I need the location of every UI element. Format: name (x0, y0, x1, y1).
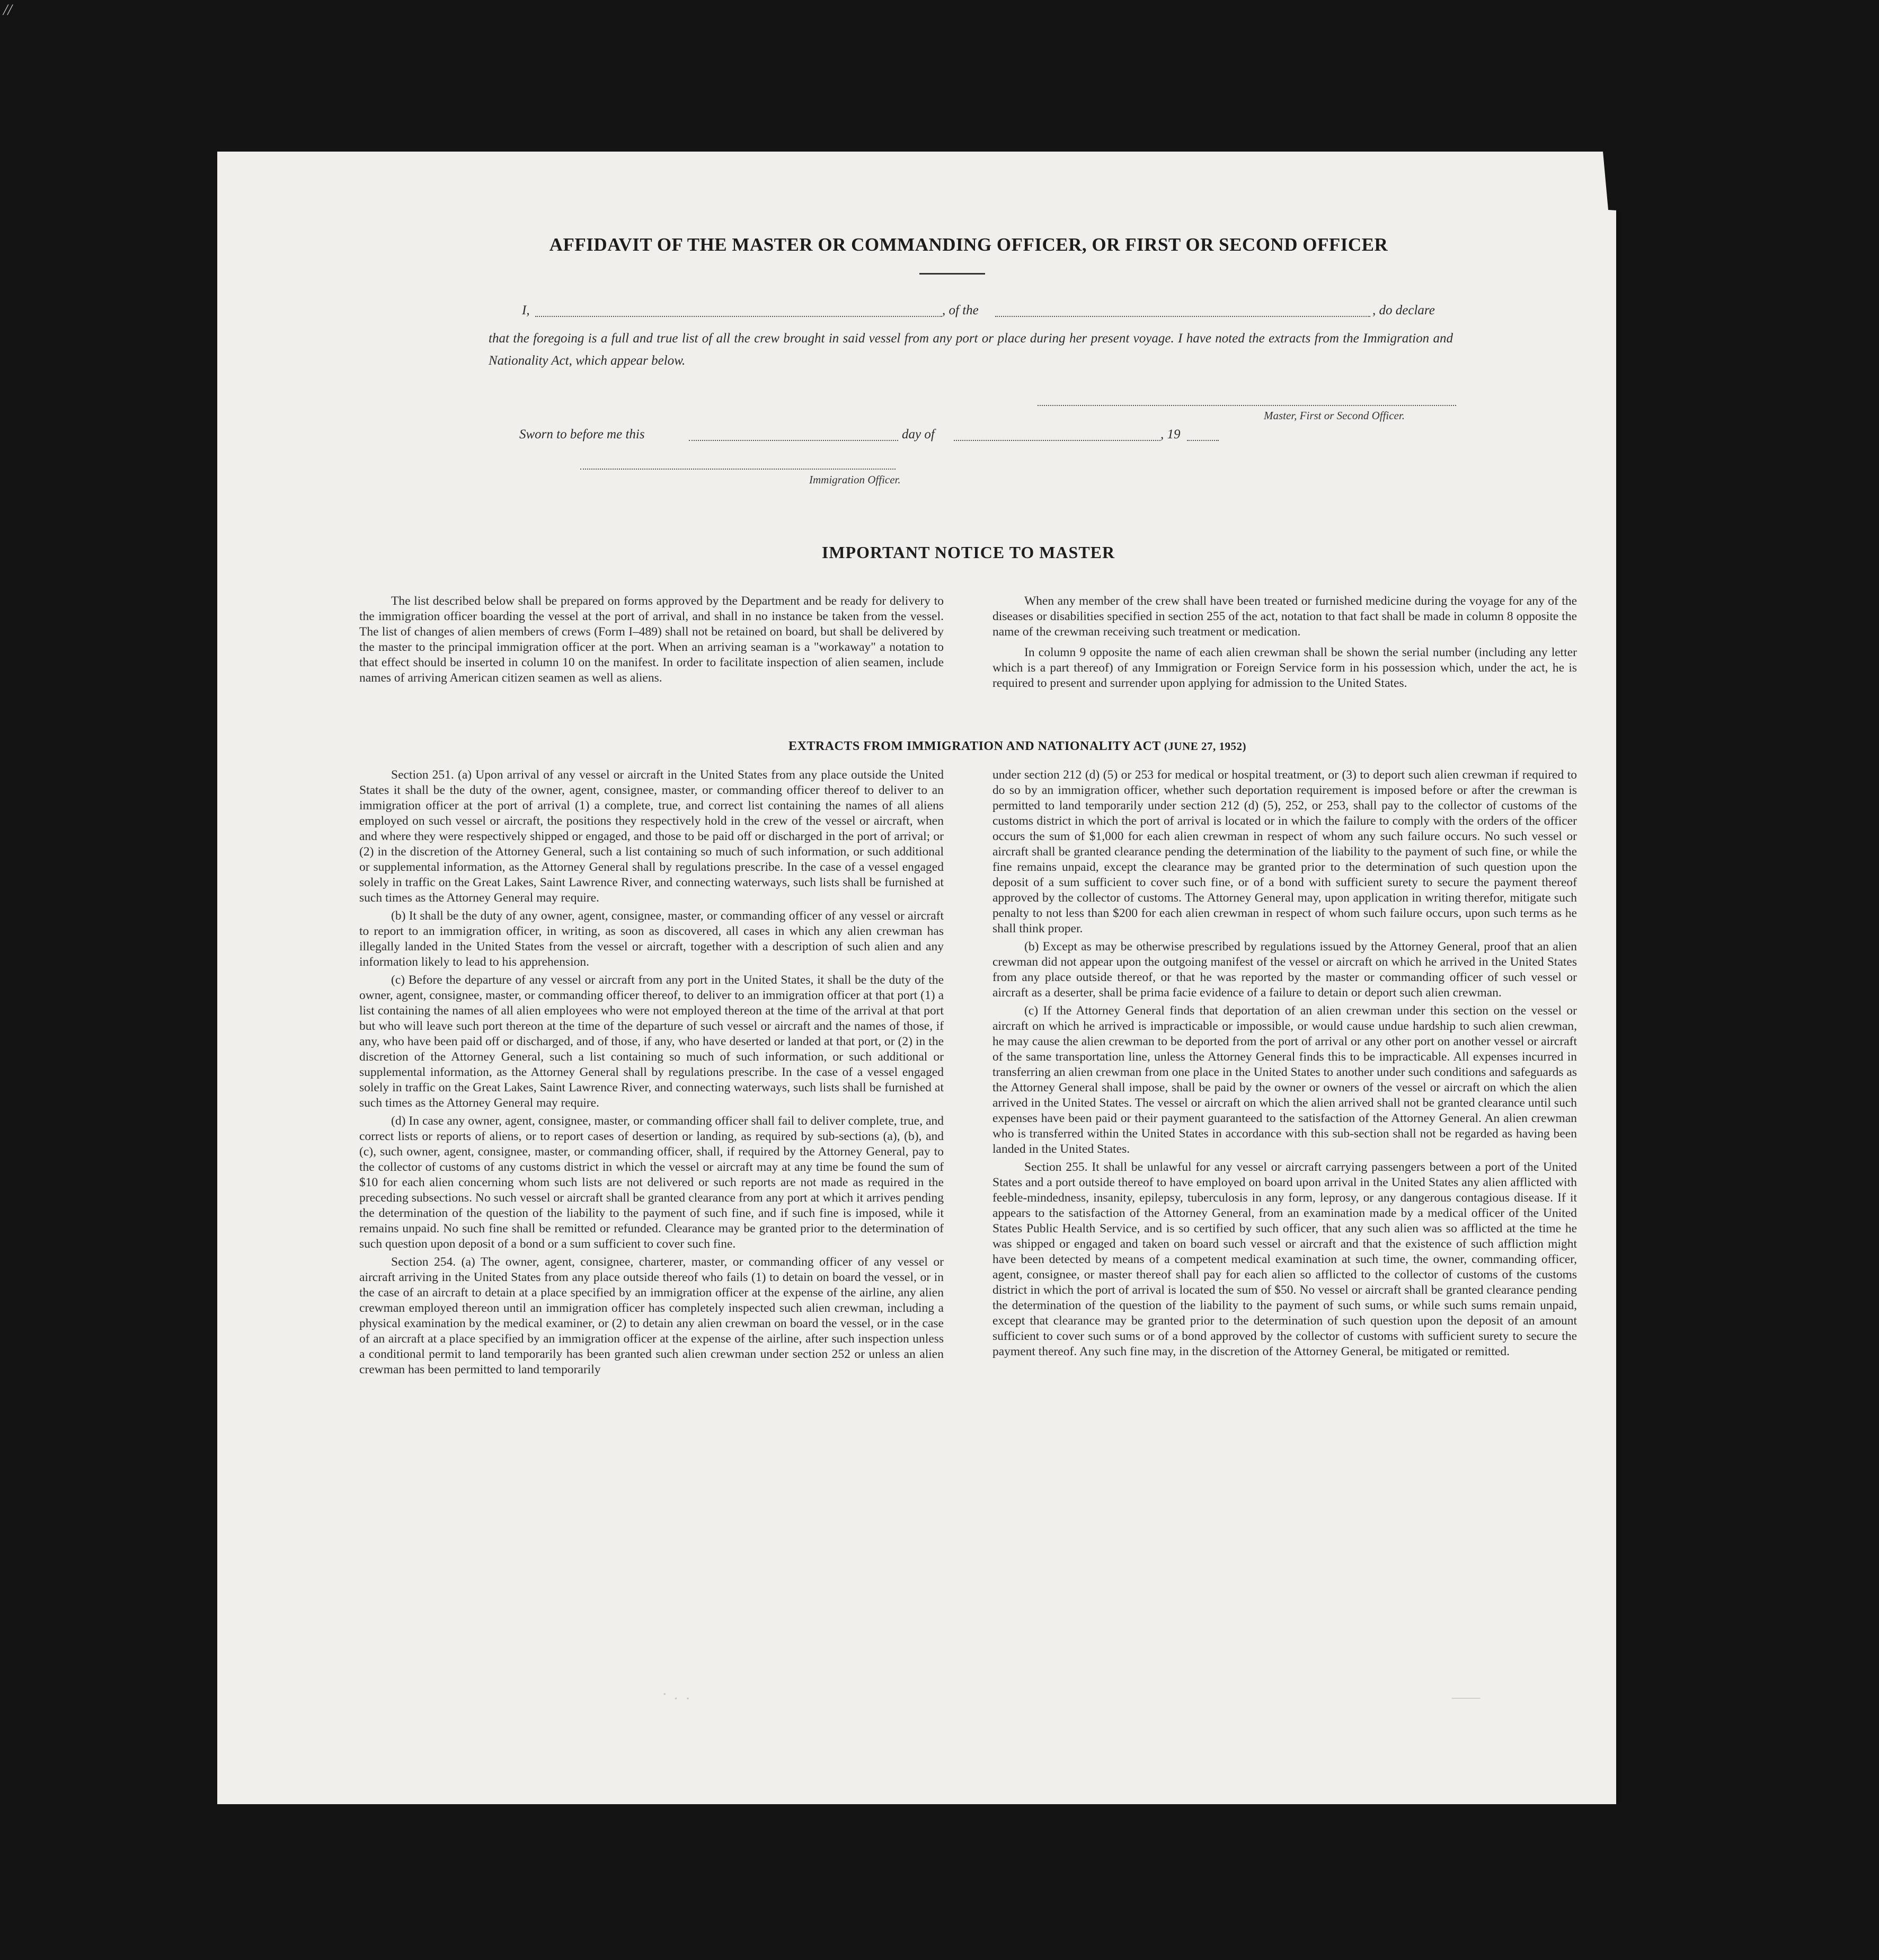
immigration-officer-signature-field[interactable] (580, 469, 896, 470)
immigration-officer-label: Immigration Officer. (809, 473, 901, 486)
sworn-day-field[interactable] (689, 440, 898, 441)
master-signature-field[interactable] (1038, 405, 1456, 406)
do-declare-label: , do declare (1372, 303, 1435, 317)
section-254-c: (c) If the Attorney General finds that deportation of an alien crewman under this section on the vessel or aircraft on which he arrived is impracticable or impossible, or would cause undue hardship to such alien crewman, he may cause the alien crewman to be deported from the port of arrival or any other port on another vessel or aircraft of the same transportation line, unless the Attorney General finds this to be impracticable. All expenses incurred in transferring an alien crewman from one place in the United States to another under such conditions and safeguards as the Attorney General shall impose, shall be paid by the owner or owners of the vessel or aircraft on which the alien arrived in the United States. The vessel or aircraft on which the alien arrived shall not be granted clearance until such expenses have been paid or their payment guaranteed to the satisfaction of the Attorney General. An alien crewman who is transferred within the United States in accordance with this sub-section shall not be regarded as having been landed in the United States. (992, 1004, 1577, 1156)
extracts-title (673, 739, 1362, 754)
notice-right-paragraph-2: In column 9 opposite the name of each alien crewman shall be shown the serial number (including any letter which is a part thereof) of any Immigration or Foreign Service form in his possession which, under the act, he is required to present and surrender upon applying for admission to the United States. (992, 646, 1577, 690)
master-signature-label: Master, First or Second Officer. (1264, 409, 1405, 422)
sworn-year-field[interactable] (1187, 440, 1219, 441)
section-255: Section 255. It shall be unlawful for any vessel or aircraft carrying passengers between a port of the United States and a port outside thereof to have employed on board upon arrival in the United States any alien afflicted with feeble-mindedness, insanity, epilepsy, tuberculosis in any form, leprosy, or any dangerous contagious disease. If it appears to the satisfaction of the Attorney General, from an examination made by a medical officer of the United States Public Health Service, and is so certified by such officer, that any such alien was so afflicted at the time he was shipped or engaged and taken on board such vessel or aircraft and that the existence of such affliction might have been detected by means of a competent medical examination at such time, the owner, commanding officer, agent, consignee, or master thereof shall pay for each alien so afflicted to the collector of customs of the customs district in which the port of arrival is located the sum of $50. No vessel or aircraft shall be granted clearance pending the determination of the question of the liability to the payment of such sums, or while such sums remain unpaid, except that clearance may be granted prior to the determination of such question upon the deposit of an amount sufficient to cover such sums or of a bond approved by the collector of customs with sufficient surety to secure the payment thereof. Any such fine may, in the discretion of the Attorney General, be mitigated or remitted. (992, 1160, 1577, 1358)
section-254-a: Section 254. (a) The owner, agent, consignee, charterer, master, or commanding officer of any vessel or aircraft arriving in the United States from any place outside thereof who fails (1) to detain on board the vessel, or in the case of an aircraft to detain at a place specified by an immigration officer at the expense of the airline, any alien crewman employed thereon until an immigration officer has completely inspected such alien crewman, including a physical examination by the medical examiner, or (2) to detain any alien crewman on board the vessel, or in the case of an aircraft at a place specified by an immigration officer at the expense of the airline, after such inspection unless a conditional permit to land temporarily has been granted such alien crewman under section 252 or unless an alien crewman has been permitted to land temporarily (359, 1255, 944, 1376)
of-the-label: , of the (942, 303, 979, 317)
bleed-through-mark: ∙ . . (662, 1685, 690, 1703)
extracts-right-column (992, 767, 1577, 1362)
sworn-label: Sworn to before me this (519, 427, 645, 442)
corner-mark: // (3, 1, 12, 19)
section-254-b: (b) Except as may be otherwise prescribed by regulations issued by the Attorney General, proof that an alien crewman did not appear upon the outgoing manifest of the vessel or aircraft on which he arrived in the United States from any place outside thereof, or that he was reported by the master or commanding officer of such vessel or aircraft as a deserter, shall be prima facie evidence of a failure to detain or deport such alien crewman. (992, 940, 1577, 1000)
affidavit-i-label: I, (522, 303, 530, 317)
affidavit-title: AFFIDAVIT OF THE MASTER OR COMMANDING OFFICER, OR FIRST OR SECOND OFFICER (549, 234, 1388, 255)
section-251-a: Section 251. (a) Upon arrival of any vessel or aircraft in the United States from any place outside the United States it shall be the duty of the owner, agent, consignee, master, or commanding officer thereof to deliver to an immigration officer at the port of arrival (1) a complete, true, and correct list containing the names of all aliens employed on such vessel or aircraft, the positions they respectively hold in the crew of the vessel or aircraft, when and where they were respectively shipped or engaged, and those to be paid off or discharged in the port of arrival; or (2) in the discretion of the Attorney General, such a list containing so much of such information, or such additional or supplemental information, as the Attorney General shall by regulations prescribe. In the case of a vessel engaged solely in traffic on the Great Lakes, Saint Lawrence River, and connecting waterways, such lists shall be furnished at such times as the Attorney General may require. (359, 768, 944, 905)
sworn-month-field[interactable] (954, 440, 1160, 441)
affidavit-statement: that the foregoing is a full and true list of all the crew brought in said vessel from any port or place during her present voyage. I have noted the extracts from the Immigration and Nationality Act, which appear below. (489, 331, 1453, 368)
notice-left-paragraph: The list described below shall be prepared on forms approved by the Department and be ready for delivery to the immigration officer boarding the vessel at the port of arrival, and shall in no instance be taken from the vessel. The list of changes of alien members of crews (Form I–489) shall not be retained on board, but shall be delivered by the master to the principal immigration officer at the port. When an arriving seaman is a "workaway" a notation to that effect should be inserted in column 10 on the manifest. In order to facilitate inspection of alien seamen, include names of arriving American citizen seamen as well as aliens. (359, 594, 944, 685)
section-251-b: (b) It shall be the duty of any owner, agent, consignee, master, or commanding officer of any vessel or aircraft to report to an immigration officer, in writing, as soon as discovered, all cases in which any alien crewman has illegally landed in the United States from the vessel or aircraft, together with a description of such alien and any information likely to lead to his apprehension. (359, 909, 944, 969)
vessel-field[interactable] (995, 316, 1370, 317)
notice-title: IMPORTANT NOTICE TO MASTER (821, 543, 1115, 562)
section-251-c: (c) Before the departure of any vessel or aircraft from any port in the United States, it shall be the duty of the owner, agent, consignee, master, or commanding officer thereof, to deliver to an immigration officer at that port (1) a list containing the names of all alien employees who were not employed thereon at the time of the arrival at that port but who will leave such port thereon at the time of the departure of such vessel or aircraft and the names of those, if any, who have been paid off or discharged, and of those, if any, who have deserted or landed at that port, or (2) in the discretion of the Attorney General, such a list containing so much of such information, or such additional or supplemental information, as the Attorney General shall by regulations prescribe. In the case of a vessel engaged solely in traffic on the Great Lakes, Saint Lawrence River, and connecting waterways, such lists shall be furnished at such times as the Attorney General may require. (359, 973, 944, 1110)
name-field[interactable] (535, 316, 942, 317)
extracts-title-text: EXTRACTS FROM IMMIGRATION AND NATIONALITY ACT (788, 739, 1161, 753)
notice-right-paragraph-1: When any member of the crew shall have been treated or furnished medicine during the voyage for any of the diseases or disabilities specified in section 255 of the act, notation to that fact shall be made in column 8 opposite the name of the crewman receiving such treatment or medication. (992, 594, 1577, 639)
title-divider (919, 273, 985, 275)
bleed-through-mark: —— (1452, 1688, 1481, 1706)
day-of-label: day of (902, 427, 935, 442)
section-254-a-continued: under section 212 (d) (5) or 253 for medical or hospital treatment, or (3) to deport such alien crewman if required to do so by an immigration officer, whether such deportation requirement is imposed before or after the crewman is permitted to land temporarily under section 212 (d) (5), 252, or 253, shall pay to the collector of customs of the customs district in which the port of arrival is located or in which the failure to comply with the orders of the officer occurs the sum of $1,000 for each alien crewman in respect of whom any such failure occurs. No such vessel or aircraft shall be granted clearance pending the determination of the liability to the payment of such fine, or while the fine remains unpaid, except the clearance may be granted prior to the determination of such question upon the deposit of a sum sufficient to cover such fine, or of a bond with sufficient surety to secure the payment thereof approved by the collector of customs. The Attorney General may, upon application in writing therefor, mitigate such penalty to not less than $200 for each alien crewman in respect of whom such failure occurs, upon such terms as he shall think proper. (992, 768, 1577, 935)
notice-right-column (992, 594, 1577, 694)
extracts-left-column (359, 767, 944, 1380)
section-251-d: (d) In case any owner, agent, consignee, master, or commanding officer shall fail to deliver complete, true, and correct lists or reports of aliens, or to report cases of desertion or landing, as required by sub-sections (a), (b), and (c), such owner, agent, consignee, master, or commanding officer, shall, if required by the Attorney General, pay to the collector of customs of any customs district in which the vessel or aircraft may at any time be found the sum of $10 for each alien concerning whom such lists are not delivered or such reports are not made as required in the preceding subsections. No such vessel or aircraft shall be granted clearance from any port at which it arrives pending the determination of the question of the liability to the payment of such fine, and if such fine is imposed, while it remains unpaid. No such fine shall be remitted or refunded. Clearance may be granted prior to the determination of such question upon deposit of a bond or a sum sufficient to cover such fine. (359, 1114, 944, 1251)
extracts-date: (JUNE 27, 1952) (1164, 740, 1246, 753)
notice-left-column (359, 594, 944, 688)
year-label: , 19 (1160, 427, 1181, 442)
